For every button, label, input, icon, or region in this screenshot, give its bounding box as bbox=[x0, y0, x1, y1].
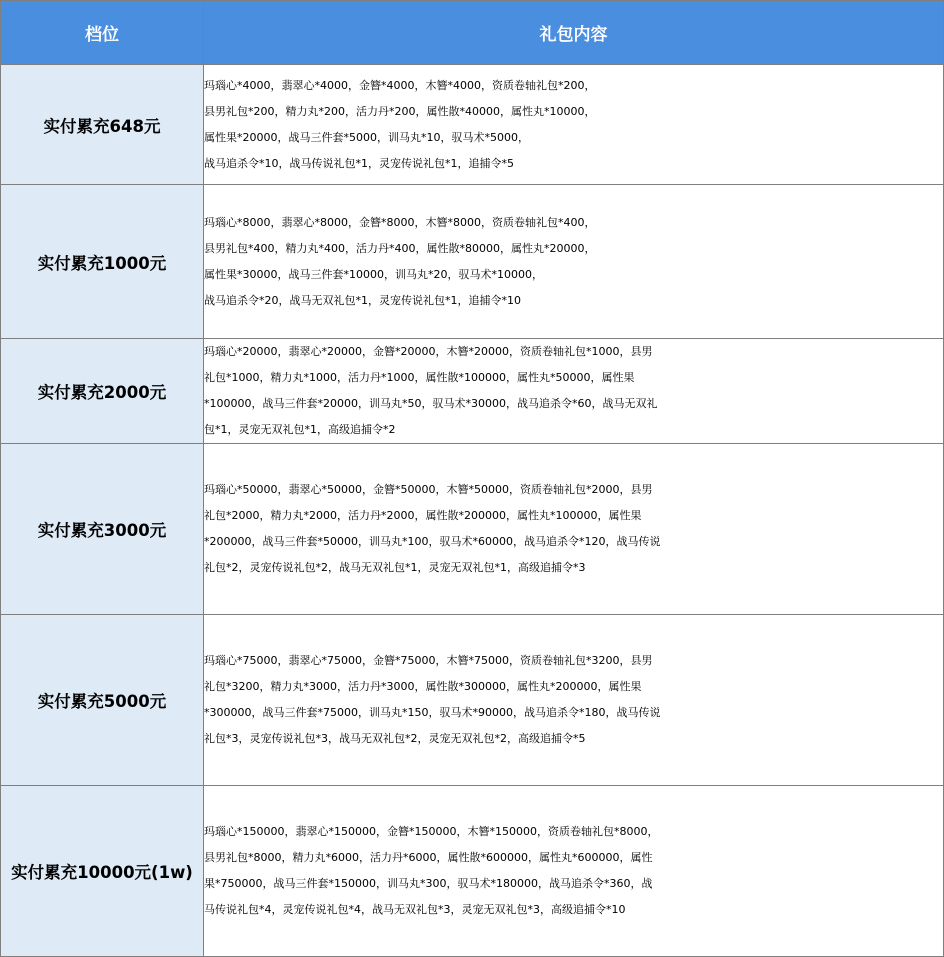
table-row bbox=[1, 185, 944, 339]
table-row bbox=[1, 65, 944, 185]
content-cell bbox=[204, 65, 944, 185]
content-cell bbox=[204, 786, 944, 957]
content-line: *100000，战马三件套*20000，训马丸*50，驭马术*30000，战马追杀令*60，战马无双礼 bbox=[204, 397, 658, 410]
content-line: 果*750000，战马三件套*150000，训马丸*300，驭马术*180000，战马追杀令*360，战 bbox=[204, 877, 653, 890]
content-line: 玛瑙心*4000，翡翠心*4000，金簪*4000，木簪*4000，资质卷轴礼包*200， bbox=[204, 78, 596, 92]
content-line: 礼包*2，灵宠传说礼包*2，战马无双礼包*1，灵宠无双礼包*1，高级追捕令*3 bbox=[204, 561, 586, 574]
content-column-header: 礼包内容 bbox=[204, 1, 944, 65]
content-line: 包*1，灵宠无双礼包*1，高级追捕令*2 bbox=[204, 423, 396, 436]
content-line: 礼包*2000，精力丸*2000，活力丹*2000，属性散*200000，属性丸*100000，属性果 bbox=[204, 509, 642, 522]
content-line: 玛瑙心*75000，翡翠心*75000，金簪*75000，木簪*75000，资质卷轴礼包*3200，县男 bbox=[204, 654, 653, 667]
header-row bbox=[1, 1, 944, 65]
content-line: *300000，战马三件套*75000，训马丸*150，驭马术*90000，战马追杀令*180，战马传说 bbox=[204, 706, 661, 719]
content-line: 战马追杀令*20，战马无双礼包*1，灵宠传说礼包*1，追捕令*10 bbox=[204, 293, 521, 307]
content-line: *200000，战马三件套*50000，训马丸*100，驭马术*60000，战马追杀令*120，战马传说 bbox=[204, 535, 661, 548]
tier-cell: 实付累充3000元 bbox=[1, 444, 204, 615]
content-line: 马传说礼包*4，灵宠传说礼包*4，战马无双礼包*3，灵宠无双礼包*3，高级追捕令*10 bbox=[204, 903, 626, 916]
content-line: 礼包*1000，精力丸*1000，活力丹*1000，属性散*100000，属性丸*50000，属性果 bbox=[204, 371, 635, 384]
content-line: 县男礼包*200，精力丸*200，活力丹*200，属性散*40000，属性丸*10000， bbox=[204, 104, 596, 118]
content-line: 战马追杀令*10，战马传说礼包*1，灵宠传说礼包*1，追捕令*5 bbox=[204, 156, 514, 170]
content-line: 县男礼包*400，精力丸*400，活力丹*400，属性散*80000，属性丸*20000， bbox=[204, 241, 596, 255]
content-line: 属性果*20000，战马三件套*5000，训马丸*10，驭马术*5000， bbox=[204, 130, 529, 144]
tier-column-header: 档位 bbox=[1, 1, 204, 65]
table-row bbox=[1, 444, 944, 615]
tier-cell: 实付累充2000元 bbox=[1, 339, 204, 444]
tier-cell: 实付累充1000元 bbox=[1, 185, 204, 339]
content-cell bbox=[204, 444, 944, 615]
tier-cell: 实付累充5000元 bbox=[1, 615, 204, 786]
content-line: 礼包*3200，精力丸*3000，活力丹*3000，属性散*300000，属性丸*200000，属性果 bbox=[204, 680, 642, 693]
table-row bbox=[1, 339, 944, 444]
content-line: 县男礼包*8000，精力丸*6000，活力丹*6000，属性散*600000，属性丸*600000，属性 bbox=[204, 851, 653, 864]
content-cell bbox=[204, 339, 944, 444]
content-line: 礼包*3，灵宠传说礼包*3，战马无双礼包*2，灵宠无双礼包*2，高级追捕令*5 bbox=[204, 732, 586, 745]
tier-cell: 实付累充648元 bbox=[1, 65, 204, 185]
tier-cell: 实付累充10000元(1w) bbox=[1, 786, 204, 957]
content-line: 玛瑙心*150000，翡翠心*150000，金簪*150000，木簪*150000，资质卷轴礼包*8000， bbox=[204, 825, 659, 838]
content-line: 属性果*30000，战马三件套*10000，训马丸*20，驭马术*10000， bbox=[204, 267, 543, 281]
table-row bbox=[1, 615, 944, 786]
table-row bbox=[1, 786, 944, 957]
content-cell bbox=[204, 615, 944, 786]
content-line: 玛瑙心*8000，翡翠心*8000，金簪*8000，木簪*8000，资质卷轴礼包*400， bbox=[204, 215, 596, 229]
content-line: 玛瑙心*50000，翡翠心*50000，金簪*50000，木簪*50000，资质卷轴礼包*2000，县男 bbox=[204, 483, 653, 496]
content-line: 玛瑙心*20000，翡翠心*20000，金簪*20000，木簪*20000，资质卷轴礼包*1000，县男 bbox=[204, 345, 653, 358]
content-cell bbox=[204, 185, 944, 339]
